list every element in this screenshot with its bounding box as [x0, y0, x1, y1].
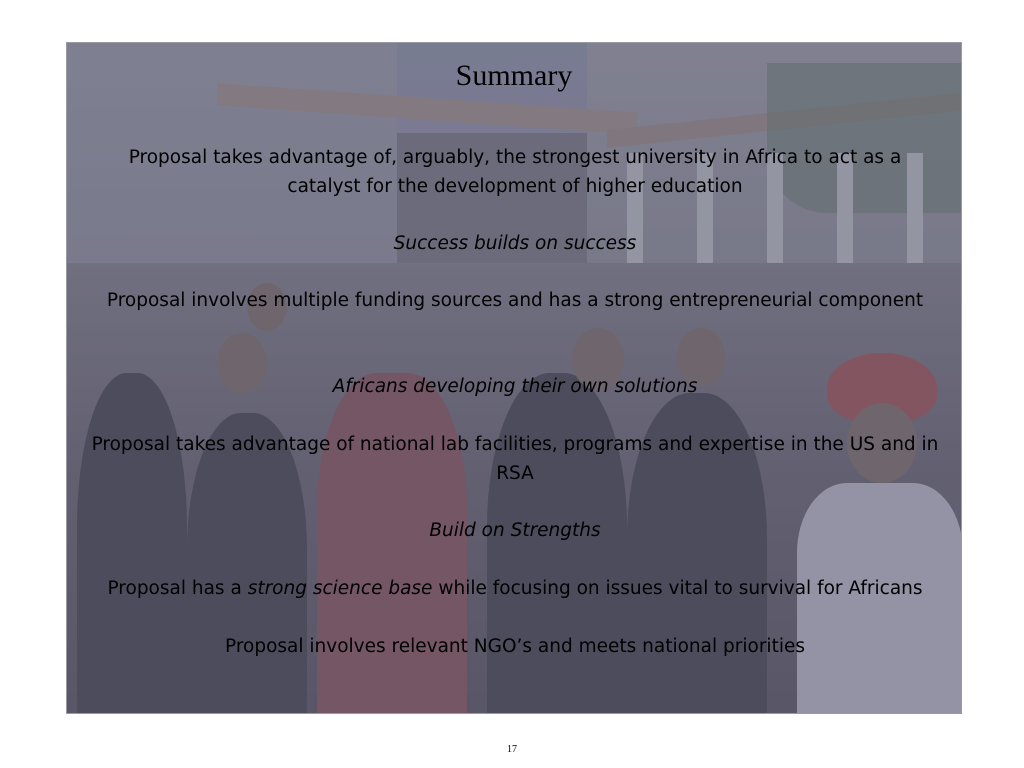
summary-tagline-3: Build on Strengths: [429, 520, 601, 541]
summary-point-4: [91, 574, 939, 603]
summary-point-4-pre: Proposal has a: [107, 578, 248, 599]
summary-point-4-emphasis: strong science base: [247, 578, 433, 599]
page-number: 17: [507, 744, 517, 755]
summary-point-3: Proposal takes advantage of national lab facilities, programs and expertise in the US and in RSA: [91, 434, 939, 484]
summary-point-5: Proposal involves relevant NGO’s and meets national priorities: [225, 636, 805, 657]
slide-content: [67, 43, 961, 713]
slide-title: Summary: [455, 59, 573, 92]
summary-tagline-1: Success builds on success: [393, 233, 637, 254]
slide: [66, 42, 962, 714]
summary-point-2: Proposal involves multiple funding sources and has a strong entrepreneurial component: [106, 290, 924, 311]
summary-tagline-2: Africans developing their own solutions: [332, 376, 698, 397]
summary-point-1: Proposal takes advantage of, arguably, the strongest university in Africa to act as a catalyst for the development of higher education: [128, 147, 902, 197]
summary-point-4-post: while focusing on issues vital to survival for Africans: [432, 578, 923, 599]
